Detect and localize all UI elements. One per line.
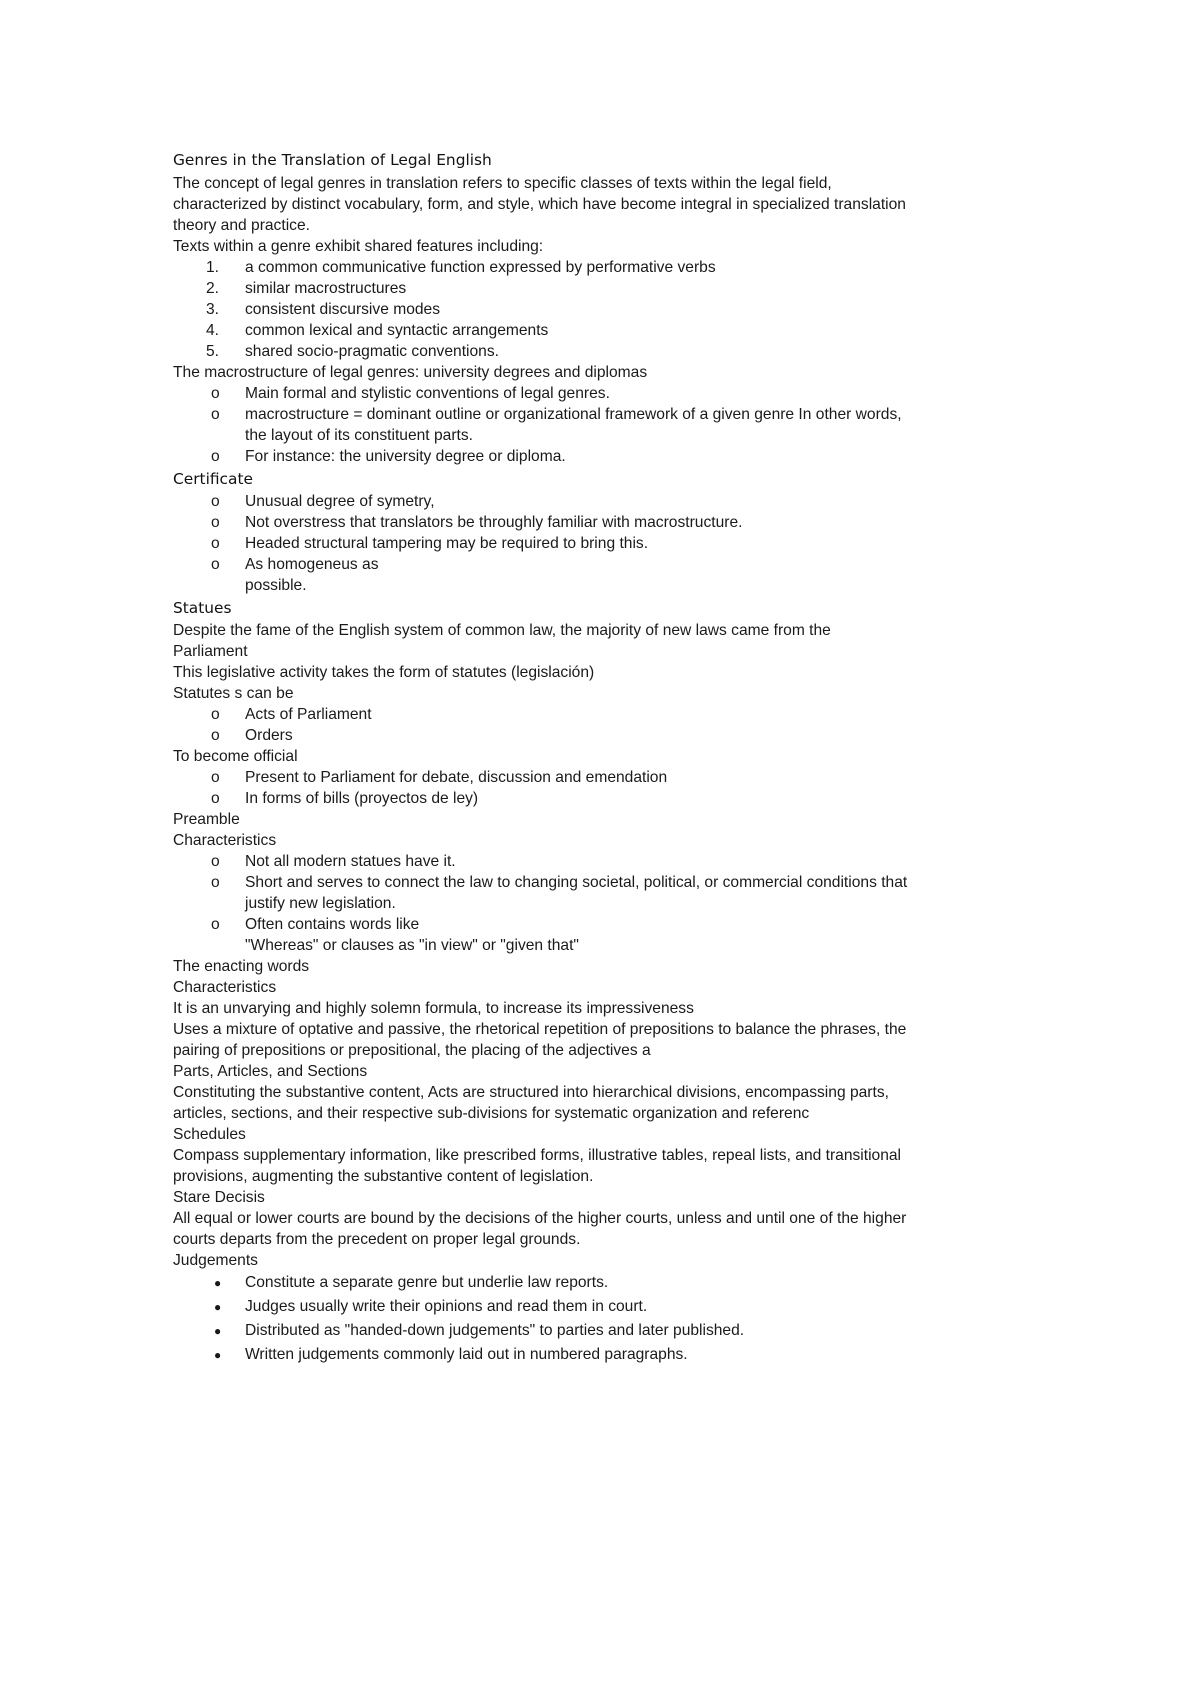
list-item <box>173 491 1053 512</box>
list-item <box>173 533 1053 554</box>
preamble-line: Characteristics <box>173 832 277 849</box>
list-item-text: "Whereas" or clauses as "in view" or "given that" <box>245 937 579 954</box>
circle-bullet-icon: o <box>211 448 220 465</box>
macro-list <box>173 383 1053 467</box>
list-item-text: Main formal and stylistic conventions of legal genres. <box>245 385 610 402</box>
circle-bullet-icon: o <box>211 406 220 423</box>
preamble-list <box>173 851 1053 956</box>
statues-line: Parliament <box>173 643 248 660</box>
circle-bullet-icon: o <box>211 706 220 723</box>
circle-bullet-icon: o <box>211 916 220 933</box>
feature-text: similar macrostructures <box>245 280 407 297</box>
body-line: pairing of prepositions or prepositional, the placing of the adjectives a <box>173 1042 651 1059</box>
filled-bullet-icon: ● <box>214 1348 222 1362</box>
preamble-section <box>173 809 1053 851</box>
statutes-kinds-list <box>173 704 1053 746</box>
circle-bullet-icon: o <box>211 769 220 786</box>
list-item-text: Unusual degree of symetry, <box>245 493 435 510</box>
circle-bullet-icon: o <box>211 493 220 510</box>
circle-bullet-icon: o <box>211 727 220 744</box>
judgement-item <box>173 1319 1053 1343</box>
circle-bullet-icon: o <box>211 385 220 402</box>
list-item-text: Not overstress that translators be throughly familiar with macrostructure. <box>245 514 743 531</box>
body-line: Parts, Articles, and Sections <box>173 1063 368 1080</box>
list-number: 1. <box>206 259 220 276</box>
list-item <box>173 767 1053 788</box>
body-line: provisions, augmenting the substantive content of legislation. <box>173 1168 594 1185</box>
certificate-list <box>173 491 1053 596</box>
list-item-text: Short and serves to connect the law to changing societal, political, or commercial conditions that <box>245 874 908 891</box>
list-item-text: For instance: the university degree or diploma. <box>245 448 566 465</box>
body-line: Compass supplementary information, like prescribed forms, illustrative tables, repeal lists, and transitional <box>173 1147 902 1164</box>
list-number: 4. <box>206 322 220 339</box>
list-number: 5. <box>206 343 220 360</box>
feature-item <box>173 299 1053 320</box>
list-item <box>173 872 1053 893</box>
statues-paragraph <box>173 620 1053 704</box>
features-lead: Texts within a genre exhibit shared features including: <box>173 238 544 255</box>
list-item <box>173 914 1053 935</box>
circle-bullet-icon: o <box>211 514 220 531</box>
judgement-item <box>173 1271 1053 1295</box>
feature-text: consistent discursive modes <box>245 301 441 318</box>
body-line: Judgements <box>173 1252 258 1269</box>
body-line: Schedules <box>173 1126 246 1143</box>
list-item <box>173 725 1053 746</box>
list-item-text: Often contains words like <box>245 916 420 933</box>
body-line: Stare Decisis <box>173 1189 265 1206</box>
list-item-continuation <box>173 575 1053 596</box>
body-line: All equal or lower courts are bound by the decisions of the higher courts, unless and until one of the higher <box>173 1210 907 1227</box>
intro-line: theory and practice. <box>173 217 310 234</box>
body-paragraphs <box>173 956 1053 1271</box>
list-item-text: macrostructure = dominant outline or organizational framework of a given genre In other words, <box>245 406 902 423</box>
feature-text: common lexical and syntactic arrangements <box>245 322 549 339</box>
list-item-continuation <box>173 893 1053 914</box>
intro-line: characterized by distinct vocabulary, form, and style, which have become integral in specialized translation <box>173 196 906 213</box>
statues-line: Statutes s can be <box>173 685 294 702</box>
body-line: articles, sections, and their respective sub-divisions for systematic organization and referenc <box>173 1105 810 1122</box>
list-item <box>173 554 1053 575</box>
list-item <box>173 446 1053 467</box>
list-item-continuation <box>173 935 1053 956</box>
list-item <box>173 512 1053 533</box>
list-item <box>173 383 1053 404</box>
body-line: courts departs from the precedent on proper legal grounds. <box>173 1231 581 1248</box>
list-item-continuation <box>173 425 1053 446</box>
list-item <box>173 851 1053 872</box>
filled-bullet-icon: ● <box>214 1300 222 1314</box>
feature-item <box>173 257 1053 278</box>
feature-item <box>173 341 1053 362</box>
statues-heading: Statues <box>173 599 232 617</box>
feature-item <box>173 278 1053 299</box>
judgement-item <box>173 1295 1053 1319</box>
preamble-line: Preamble <box>173 811 240 828</box>
intro-line: The concept of legal genres in translation refers to specific classes of texts within the legal field, <box>173 175 832 192</box>
feature-text: shared socio-pragmatic conventions. <box>245 343 499 360</box>
macro-lead: The macrostructure of legal genres: university degrees and diplomas <box>173 364 648 381</box>
circle-bullet-icon: o <box>211 556 220 573</box>
intro-paragraph <box>173 173 1053 236</box>
list-item-text: justify new legislation. <box>245 895 396 912</box>
body-line: It is an unvarying and highly solemn formula, to increase its impressiveness <box>173 1000 694 1017</box>
list-item-text: Acts of Parliament <box>245 706 372 723</box>
judgement-text: Judges usually write their opinions and read them in court. <box>245 1298 648 1315</box>
circle-bullet-icon: o <box>211 790 220 807</box>
list-number: 2. <box>206 280 220 297</box>
feature-item <box>173 320 1053 341</box>
list-item-text: possible. <box>245 577 307 594</box>
body-line: Uses a mixture of optative and passive, the rhetorical repetition of prepositions to balance the phrases, the <box>173 1021 907 1038</box>
judgement-text: Distributed as "handed-down judgements" to parties and later published. <box>245 1322 745 1339</box>
list-item-text: As homogeneus as <box>245 556 379 573</box>
document-title: Genres in the Translation of Legal English <box>173 151 492 169</box>
list-item <box>173 404 1053 425</box>
official-list <box>173 767 1053 809</box>
circle-bullet-icon: o <box>211 853 220 870</box>
list-item-text: the layout of its constituent parts. <box>245 427 473 444</box>
judgement-text: Constitute a separate genre but underlie law reports. <box>245 1274 609 1291</box>
official-lead: To become official <box>173 748 298 765</box>
judgement-item <box>173 1343 1053 1367</box>
body-line: The enacting words <box>173 958 310 975</box>
body-line: Characteristics <box>173 979 277 996</box>
body-line: Constituting the substantive content, Acts are structured into hierarchical divisions, encompassing parts, <box>173 1084 889 1101</box>
list-item-text: Orders <box>245 727 293 744</box>
circle-bullet-icon: o <box>211 874 220 891</box>
list-item <box>173 788 1053 809</box>
filled-bullet-icon: ● <box>214 1324 222 1338</box>
judgement-list <box>173 1271 1053 1367</box>
feature-text: a common communicative function expressed by performative verbs <box>245 259 716 276</box>
judgement-text: Written judgements commonly laid out in numbered paragraphs. <box>245 1346 688 1363</box>
list-item <box>173 704 1053 725</box>
list-item-text: Present to Parliament for debate, discussion and emendation <box>245 769 668 786</box>
certificate-heading: Certificate <box>173 470 253 488</box>
list-number: 3. <box>206 301 220 318</box>
statues-line: This legislative activity takes the form of statutes (legislación) <box>173 664 595 681</box>
circle-bullet-icon: o <box>211 535 220 552</box>
list-item-text: Headed structural tampering may be required to bring this. <box>245 535 649 552</box>
document-body <box>173 148 1053 1367</box>
list-item-text: Not all modern statues have it. <box>245 853 456 870</box>
statues-line: Despite the fame of the English system of common law, the majority of new laws came from the <box>173 622 831 639</box>
list-item-text: In forms of bills (proyectos de ley) <box>245 790 479 807</box>
features-list <box>173 257 1053 362</box>
filled-bullet-icon: ● <box>214 1276 222 1290</box>
